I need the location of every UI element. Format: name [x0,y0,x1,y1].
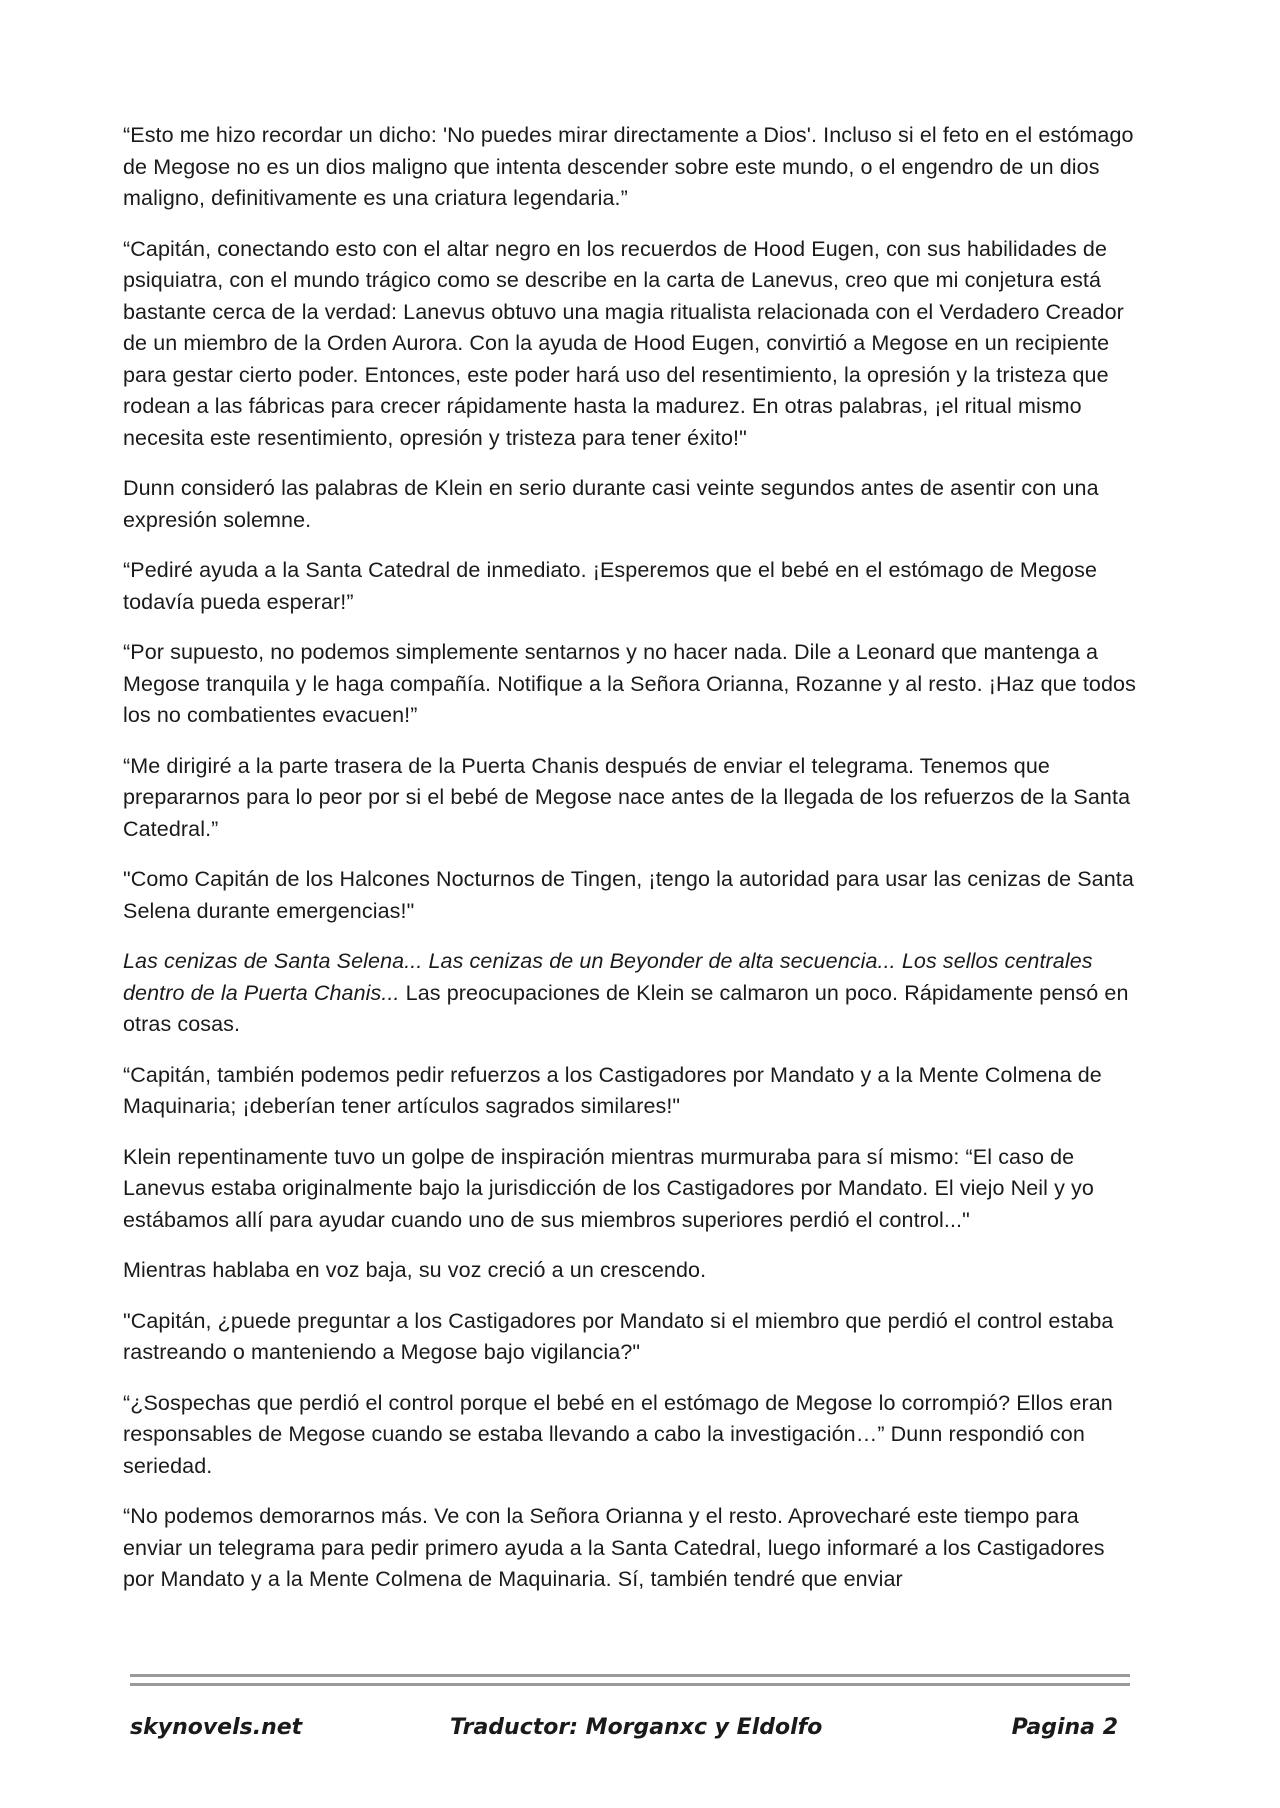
italic-thought: Las cenizas de Santa Selena... Las cenizas de un Beyonder de alta secuencia... Los sellos centrales dentro de la Puerta Chanis... [123,949,1093,1005]
footer-divider-top [130,1674,1130,1677]
paragraph: “Por supuesto, no podemos simplemente sentarnos y no hacer nada. Dile a Leonard que mantenga a Megose tranquila y le haga compañía. Notifique a la Señora Orianna, Rozanne y al resto. ¡Haz que todos los no combatientes evacuen!” [123,640,1136,727]
paragraph: "Capitán, ¿puede preguntar a los Castigadores por Mandato si el miembro que perdió el control estaba rastreando o manteniendo a Megose bajo vigilancia?" [123,1308,1114,1364]
paragraph: Mientras hablaba en voz baja, su voz creció a un crescendo. [123,1258,707,1282]
paragraph: “Capitán, conectando esto con el altar negro en los recuerdos de Hood Eugen, con sus habilidades de psiquiatra, con el mundo trágico como se describe en la carta de Lanevus, creo que mi conjetura está bastante cerca de la verdad: Lanevus obtuvo una magia ritualista relacionada con el Verdadero Creador de un miembro de la Orden Aurora. Con la ayuda de Hood Eugen, convirtió a Megose en un recipiente para gestar cierto poder. Entonces, este poder hará uso del resentimiento, la opresión y la tristeza que rodean a las fábricas para crecer rápidamente hasta la madurez. En otras palabras, ¡el ritual mismo necesita este resentimiento, opresión y tristeza para tener éxito!" [123,236,1124,450]
paragraph: “No podemos demorarnos más. Ve con la Señora Orianna y el resto. Aprovecharé este tiempo para enviar un telegrama para pedir primero ayuda a la Santa Catedral, luego informaré a los Castigadores por Mandato y a la Mente Colmena de Maquinaria. Sí, también tendré que enviar [123,1504,1105,1591]
footer-site: skynovels.net [130,1715,303,1740]
footer-divider-bottom [130,1683,1130,1686]
paragraph [123,946,1138,1041]
paragraph: "Como Capitán de los Halcones Nocturnos de Tingen, ¡tengo la autoridad para usar las cenizas de Santa Selena durante emergencias!" [123,867,1134,923]
page-footer [130,1715,1130,1749]
document-body [123,120,1138,1615]
paragraph: “Pediré ayuda a la Santa Catedral de inmediato. ¡Esperemos que el bebé en el estómago de Megose todavía pueda esperar!” [123,558,1098,614]
paragraph: “Me dirigiré a la parte trasera de la Puerta Chanis después de enviar el telegrama. Tenemos que prepararnos para lo peor por si el bebé de Megose nace antes de la llegada de los refuerzos de la Santa Catedral.” [123,753,1131,841]
footer-page-number: Pagina 2 [1011,1715,1118,1740]
paragraph: Dunn consideró las palabras de Klein en serio durante casi veinte segundos antes de asentir con una expresión solemne. [123,476,1099,532]
footer-translator: Traductor: Morganxc y Eldolfo [450,1715,823,1740]
paragraph: “¿Sospechas que perdió el control porque el bebé en el estómago de Megose lo corrompió? Ellos eran responsables de Megose cuando se estaba llevando a cabo la investigación…” Dunn respondió con seriedad. [123,1390,1113,1478]
paragraph: “Capitán, también podemos pedir refuerzos a los Castigadores por Mandato y a la Mente Colmena de Maquinaria; ¡deberían tener artículos sagrados similares!" [123,1062,1102,1118]
paragraph: Klein repentinamente tuvo un golpe de inspiración mientras murmuraba para sí mismo: “El caso de Lanevus estaba originalmente bajo la jurisdicción de los Castigadores por Mandato. El viejo Neil y yo estábamos allí para ayudar cuando uno de sus miembros superiores perdió el control..." [123,1144,1094,1232]
paragraph: “Esto me hizo recordar un dicho: 'No puedes mirar directamente a Dios'. Incluso si el feto en el estómago de Megose no es un dios maligno que intenta descender sobre este mundo, o el engendro de un dios maligno, definitivamente es una criatura legendaria.” [123,123,1134,210]
paragraph-text: Las preocupaciones de Klein se calmaron un poco. Rápidamente pensó en otras cosas. [123,980,1129,1036]
